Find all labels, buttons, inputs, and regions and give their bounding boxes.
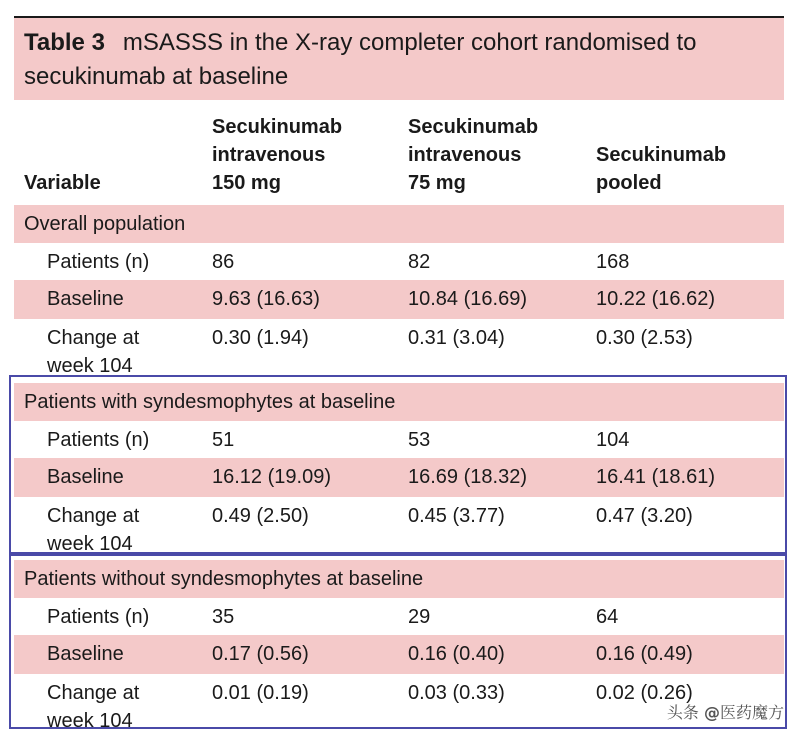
header-variable: Variable xyxy=(24,172,101,194)
table-cell-v3: 64 xyxy=(596,606,619,628)
header-col2: Secukinumab intravenous 75 mg xyxy=(408,116,539,194)
table-label: Table 3 xyxy=(24,29,105,56)
table-cell-v3: 0.02 (0.26) xyxy=(596,682,693,704)
row-label: Change at week 104 xyxy=(47,682,140,732)
table-cell-v3: 10.22 (16.62) xyxy=(596,288,715,310)
table-cell-v3: 16.41 (18.61) xyxy=(596,466,715,488)
group-title: Patients with syndesmophytes at baseline xyxy=(24,391,396,413)
table-cell-v2: 82 xyxy=(408,251,431,273)
table-cell-v1: 51 xyxy=(212,429,235,451)
group-title: Overall population xyxy=(24,213,186,235)
highlight-frame xyxy=(9,375,787,556)
table-cell-v1: 9.63 (16.63) xyxy=(212,288,320,310)
table-cell-v3: 104 xyxy=(596,429,630,451)
header-col1: Secukinumab intravenous 150 mg xyxy=(212,116,343,194)
row-label: Patients (n) xyxy=(47,429,150,451)
table-cell-v1: 86 xyxy=(212,251,235,273)
group-title: Patients without syndesmophytes at baseline xyxy=(24,568,424,590)
table-cell-v1: 16.12 (19.09) xyxy=(212,466,331,488)
watermark: 头条 @医药魔方 xyxy=(666,703,784,722)
table-cell-v3: 168 xyxy=(596,251,630,273)
table-cell-v1: 35 xyxy=(212,606,235,628)
table-cell-v2: 10.84 (16.69) xyxy=(408,288,527,310)
row-label: Baseline xyxy=(47,643,124,665)
table-cell-v2: 29 xyxy=(408,606,431,628)
table-cell-v2: 0.45 (3.77) xyxy=(408,505,505,527)
table-cell-v3: 0.47 (3.20) xyxy=(596,505,693,527)
table-cell-v1: 0.30 (1.94) xyxy=(212,327,309,349)
row-label: Patients (n) xyxy=(47,251,150,273)
table-cell-v1: 0.17 (0.56) xyxy=(212,643,309,665)
table-cell-v3: 0.30 (2.53) xyxy=(596,327,693,349)
table-title-line1: mSASSS in the X-ray completer cohort randomised to xyxy=(122,29,697,56)
row-label: Change at week 104 xyxy=(47,505,140,555)
header-col3: Secukinumab pooled xyxy=(596,144,727,194)
table-cell-v2: 53 xyxy=(408,429,431,451)
table-title xyxy=(14,18,784,100)
table-cell-v3: 0.16 (0.49) xyxy=(596,643,693,665)
row-label: Baseline xyxy=(47,466,124,488)
table-title-line2: secukinumab at baseline xyxy=(24,63,289,90)
table-cell-v2: 16.69 (18.32) xyxy=(408,466,527,488)
table-cell-v2: 0.03 (0.33) xyxy=(408,682,505,704)
table-cell-v2: 0.16 (0.40) xyxy=(408,643,505,665)
row-label: Change at week 104 xyxy=(47,327,140,377)
table-cell-v1: 0.49 (2.50) xyxy=(212,505,309,527)
row-label: Baseline xyxy=(47,288,124,310)
table-cell-v2: 0.31 (3.04) xyxy=(408,327,505,349)
table-cell-v1: 0.01 (0.19) xyxy=(212,682,309,704)
row-label: Patients (n) xyxy=(47,606,150,628)
